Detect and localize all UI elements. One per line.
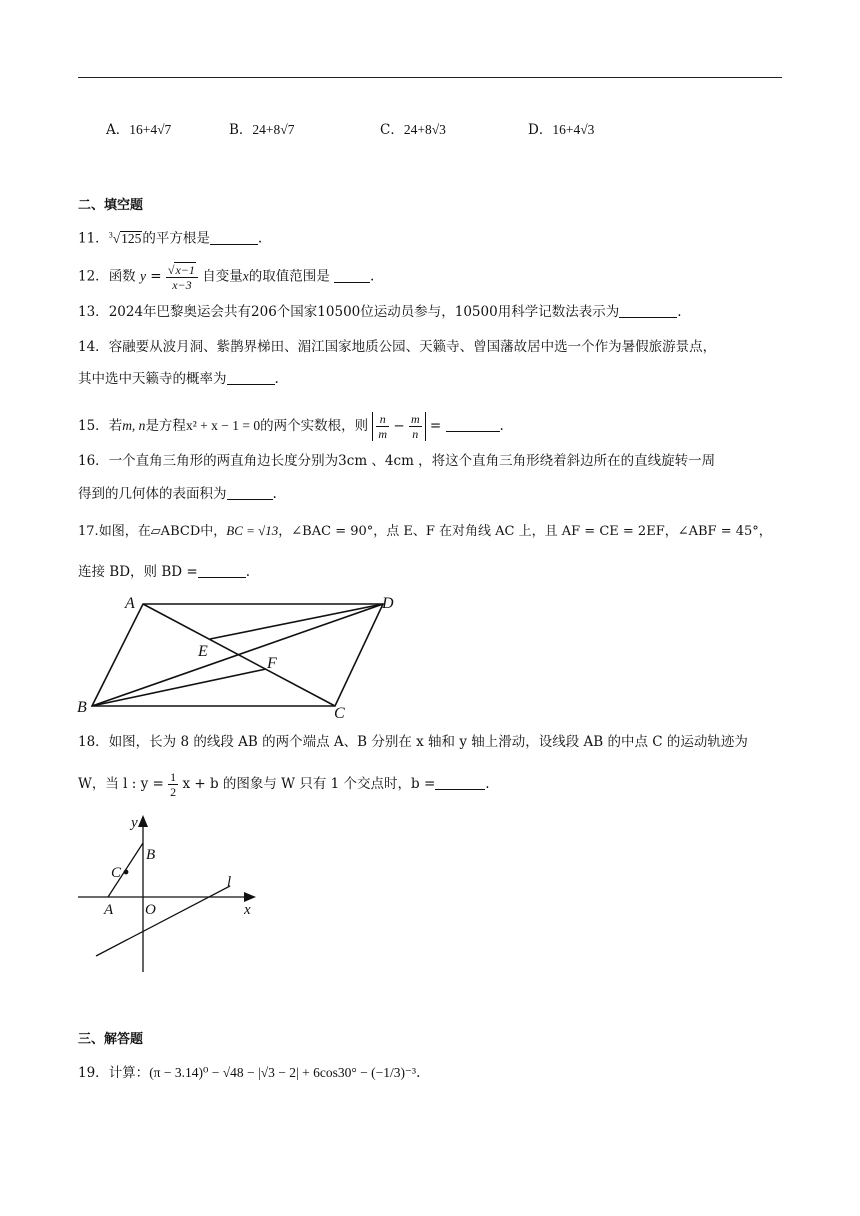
label-y: y [131,815,138,831]
header-rule [78,77,782,78]
question-11: 11．$^3$√125的平方根是 . [78,230,263,247]
section-title-solve: 三、解答题 [78,1032,144,1047]
label-c: C [111,865,122,881]
y-axis-arrow [138,815,148,827]
answer-blank-12 [334,268,370,283]
question-19: 19．计算：(π − 3.14)⁰ − √48 − |√3 − 2| + 6cos30° − (−1/3)⁻³. [78,1065,421,1081]
option-a: A．16+4√7 [106,122,172,138]
label-f: F [267,655,277,672]
question-16-line1: 16．一个直角三角形的两直角边长度分别为3cm 、4cm ，将这个直角三角形绕着斜边所在的直线旋转一周 [78,453,716,469]
question-16-line2: 得到的几何体的表面积为 . [78,486,277,502]
question-18-line1: 18．如图，长为 8 的线段 AB 的两个端点 A、B 分别在 x 轴和 y 轴上滑动，设线段 AB 的中点 C 的运动轨迹为 [78,734,748,750]
label-b: B [77,699,87,716]
label-a: A [125,595,135,612]
label-e: E [198,643,208,660]
answer-blank-13 [619,303,677,318]
point-c [124,870,129,875]
figure-18-coordinate-plane [70,810,270,975]
label-x: x [244,902,251,918]
label-b: B [146,847,156,863]
answer-blank-11 [210,230,258,245]
option-b: B．24+8√7 [229,122,295,138]
question-18-line2: W，当 l : y = $\frac{1}{2}$ x + b 的图象与 W 只有 1 个交点时，b = . [78,770,490,799]
label-o: O [145,902,156,918]
answer-blank-18 [435,775,485,790]
option-d: D．16+4√3 [528,122,595,138]
label-d: D [382,595,394,612]
label-l: l [227,874,232,890]
answer-blank-14 [227,370,275,385]
section-title-fill-blank: 二、填空题 [78,198,144,213]
label-a: A [104,902,114,918]
segment-bf [92,669,266,706]
question-12: 12．函数 y = $\frac{√x-1}{x-3}$ 自变量x的取值范围是 . [78,263,375,292]
answer-blank-17 [198,563,246,578]
question-14-line2: 其中选中天籁寺的概率为 . [78,371,279,387]
question-17-line1: 17.如图，在▱ABCD中，BC = √13，∠BAC = 90°，点 E、F 在对角线 AC 上，且 AF = CE = 2EF，∠ABF = 45°， [78,523,772,539]
label-c: C [334,705,345,720]
question-15: 15．若m, n是方程x² + x − 1 = 0的两个实数根，则 $\frac{n}{m}$ − $\frac{m}{n}$ = . [78,412,504,441]
x-axis-arrow [244,892,256,902]
question-17-line2: 连接 BD，则 BD = . [78,564,250,580]
question-13: 13．2024年巴黎奥运会共有206个国家10500位运动员参与，10500用科学记数法表示为 . [78,304,682,320]
option-c: C．24+8√3 [380,122,446,138]
answer-blank-15 [446,417,500,432]
figure-17-parallelogram [70,588,410,720]
question-14-line1: 14．容融要从波月洞、紫鹊界梯田、湄江国家地质公园、天籁寺、曾国藩故居中选一个作为暑假旅游景点， [78,339,717,355]
answer-blank-16 [227,485,273,500]
